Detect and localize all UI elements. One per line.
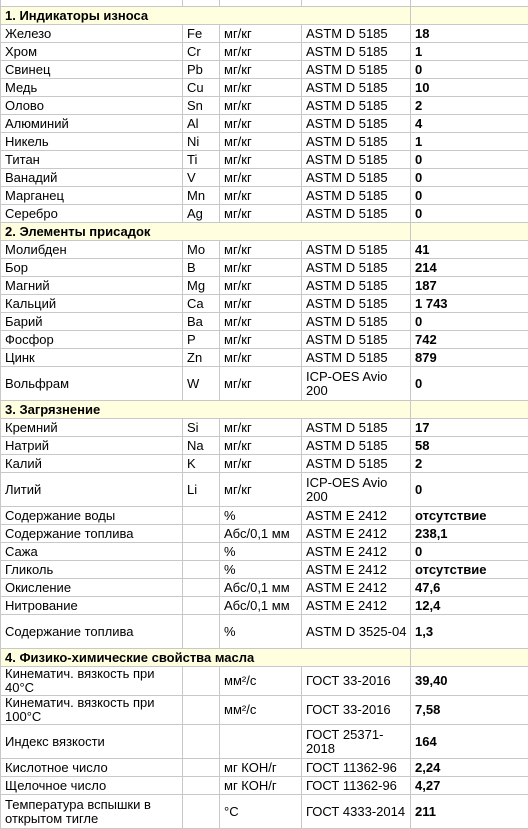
element-symbol-cell: Mg xyxy=(183,277,220,295)
result-value-cell: 1,3 xyxy=(411,615,528,649)
unit-cell: мг КОН/г xyxy=(220,777,302,795)
result-value-cell: 2 xyxy=(411,97,528,115)
element-symbol-cell: Zn xyxy=(183,349,220,367)
table-row xyxy=(1,579,528,597)
parameter-name-cell: Хром xyxy=(1,43,183,61)
element-symbol-cell: Ag xyxy=(183,205,220,223)
parameter-name-cell: Магний xyxy=(1,277,183,295)
element-symbol-cell: Mo xyxy=(183,241,220,259)
result-value-cell: 10 xyxy=(411,79,528,97)
unit-cell: °С xyxy=(220,795,302,829)
element-symbol-cell: Si xyxy=(183,419,220,437)
parameter-name-cell: Ванадий xyxy=(1,169,183,187)
table-row xyxy=(1,455,528,473)
result-value-cell: 0 xyxy=(411,61,528,79)
section-header-value-cell xyxy=(411,223,528,241)
parameter-name-cell: Содержание топлива xyxy=(1,615,183,649)
unit-cell: мг/кг xyxy=(220,473,302,507)
unit-cell: мг/кг xyxy=(220,151,302,169)
method-cell: ГОСТ 4333-2014 xyxy=(302,795,411,829)
parameter-name-cell: Медь xyxy=(1,79,183,97)
parameter-name-cell: Сажа xyxy=(1,543,183,561)
method-cell: ASTM D 5185 xyxy=(302,205,411,223)
unit-cell: мг/кг xyxy=(220,169,302,187)
table-row xyxy=(1,331,528,349)
method-cell: ASTM D 5185 xyxy=(302,79,411,97)
result-value-cell: 214 xyxy=(411,259,528,277)
result-value-cell: 0 xyxy=(411,205,528,223)
method-cell: ASTM D 5185 xyxy=(302,259,411,277)
parameter-name-cell: Гликоль xyxy=(1,561,183,579)
unit-cell: Абс/0,1 мм xyxy=(220,525,302,543)
table-row xyxy=(1,696,528,725)
method-cell: ASTM D 5185 xyxy=(302,151,411,169)
result-value-cell: 187 xyxy=(411,277,528,295)
element-symbol-cell: Ni xyxy=(183,133,220,151)
table-row xyxy=(1,259,528,277)
table-row xyxy=(1,241,528,259)
parameter-name-cell: Вольфрам xyxy=(1,367,183,401)
unit-cell xyxy=(220,725,302,759)
method-cell: ASTM D 5185 xyxy=(302,277,411,295)
result-value-cell: 7,58 xyxy=(411,696,528,725)
element-symbol-cell xyxy=(183,696,220,725)
method-cell: ASTM D 5185 xyxy=(302,133,411,151)
table-row xyxy=(1,313,528,331)
unit-cell: мг/кг xyxy=(220,313,302,331)
parameter-name-cell: Содержание топлива xyxy=(1,525,183,543)
table-row xyxy=(1,725,528,759)
parameter-name-cell: Кинематич. вязкость при 100°С xyxy=(1,696,183,725)
method-cell: ASTM D 5185 xyxy=(302,331,411,349)
section-header xyxy=(1,223,528,241)
parameter-name-cell: Свинец xyxy=(1,61,183,79)
section-header xyxy=(1,7,528,25)
unit-cell: мг/кг xyxy=(220,43,302,61)
result-value-cell: 0 xyxy=(411,543,528,561)
section-title: 4. Физико-химические свойства масла xyxy=(1,649,411,667)
result-value-cell: 2,24 xyxy=(411,759,528,777)
method-cell: ASTM D 3525-04 xyxy=(302,615,411,649)
parameter-name-cell: Алюминий xyxy=(1,115,183,133)
unit-cell: мг/кг xyxy=(220,259,302,277)
element-symbol-cell xyxy=(183,795,220,829)
section-title: 1. Индикаторы износа xyxy=(1,7,411,25)
section-header-value-cell xyxy=(411,649,528,667)
section-header-value-cell xyxy=(411,7,528,25)
method-cell: ICP-OES Avio 200 xyxy=(302,473,411,507)
table-row xyxy=(1,295,528,313)
result-value-cell: отсутствие xyxy=(411,507,528,525)
method-cell: ASTM D 5185 xyxy=(302,437,411,455)
table-row xyxy=(1,349,528,367)
method-cell: ГОСТ 33-2016 xyxy=(302,667,411,696)
result-value-cell: 0 xyxy=(411,367,528,401)
method-cell: ICP-OES Avio 200 xyxy=(302,367,411,401)
result-value-cell: 39,40 xyxy=(411,667,528,696)
parameter-name-cell: Литий xyxy=(1,473,183,507)
result-value-cell: 211 xyxy=(411,795,528,829)
element-symbol-cell xyxy=(183,667,220,696)
element-symbol-cell xyxy=(183,777,220,795)
parameter-name-cell: Никель xyxy=(1,133,183,151)
element-symbol-cell: Fe xyxy=(183,25,220,43)
parameter-name-cell: Кинематич. вязкость при 40°С xyxy=(1,667,183,696)
parameter-name-cell: Окисление xyxy=(1,579,183,597)
unit-cell: мг/кг xyxy=(220,241,302,259)
parameter-name-cell: Олово xyxy=(1,97,183,115)
method-cell: ASTM D 5185 xyxy=(302,169,411,187)
element-symbol-cell: Mn xyxy=(183,187,220,205)
table-row xyxy=(1,795,528,829)
result-value-cell: 12,4 xyxy=(411,597,528,615)
result-value-cell: 238,1 xyxy=(411,525,528,543)
result-value-cell: 0 xyxy=(411,187,528,205)
section-header xyxy=(1,401,528,419)
unit-cell: мг/кг xyxy=(220,25,302,43)
result-value-cell: 4 xyxy=(411,115,528,133)
unit-cell: мг/кг xyxy=(220,61,302,79)
result-value-cell: 164 xyxy=(411,725,528,759)
result-value-cell: 0 xyxy=(411,473,528,507)
element-symbol-cell: Li xyxy=(183,473,220,507)
element-symbol-cell: Ca xyxy=(183,295,220,313)
element-symbol-cell xyxy=(183,579,220,597)
table-row xyxy=(1,367,528,401)
element-symbol-cell: Cu xyxy=(183,79,220,97)
table-row xyxy=(1,169,528,187)
table-row xyxy=(1,43,528,61)
table-row xyxy=(1,25,528,43)
result-value-cell: 0 xyxy=(411,313,528,331)
table-row xyxy=(1,561,528,579)
unit-cell: мг/кг xyxy=(220,367,302,401)
method-cell: ASTM D 5185 xyxy=(302,115,411,133)
table-row xyxy=(1,437,528,455)
table-row xyxy=(1,151,528,169)
unit-cell: мг/кг xyxy=(220,277,302,295)
unit-cell: мг/кг xyxy=(220,205,302,223)
table-row xyxy=(1,133,528,151)
table-row xyxy=(1,79,528,97)
result-value-cell: 41 xyxy=(411,241,528,259)
method-cell: ASTM D 5185 xyxy=(302,61,411,79)
unit-cell: мг/кг xyxy=(220,455,302,473)
table-row xyxy=(1,543,528,561)
method-cell: ASTM E 2412 xyxy=(302,543,411,561)
method-cell: ASTM E 2412 xyxy=(302,507,411,525)
method-cell: ASTM D 5185 xyxy=(302,25,411,43)
table-row xyxy=(1,97,528,115)
element-symbol-cell: Cr xyxy=(183,43,220,61)
parameter-name-cell: Марганец xyxy=(1,187,183,205)
method-cell: ГОСТ 25371-2018 xyxy=(302,725,411,759)
parameter-name-cell: Серебро xyxy=(1,205,183,223)
method-cell: ASTM E 2412 xyxy=(302,561,411,579)
result-value-cell: 18 xyxy=(411,25,528,43)
unit-cell: мг/кг xyxy=(220,115,302,133)
unit-cell: Абс/0,1 мм xyxy=(220,597,302,615)
unit-cell: % xyxy=(220,543,302,561)
element-symbol-cell xyxy=(183,615,220,649)
parameter-name-cell: Бор xyxy=(1,259,183,277)
result-value-cell: 17 xyxy=(411,419,528,437)
element-symbol-cell: Pb xyxy=(183,61,220,79)
unit-cell: мг КОН/г xyxy=(220,759,302,777)
result-value-cell: 1 xyxy=(411,133,528,151)
unit-cell: % xyxy=(220,615,302,649)
result-value-cell: 47,6 xyxy=(411,579,528,597)
method-cell: ASTM D 5185 xyxy=(302,349,411,367)
table-row xyxy=(1,187,528,205)
table-row xyxy=(1,61,528,79)
element-symbol-cell xyxy=(183,759,220,777)
unit-cell: мг/кг xyxy=(220,331,302,349)
method-cell: ASTM E 2412 xyxy=(302,597,411,615)
element-symbol-cell: Na xyxy=(183,437,220,455)
parameter-name-cell: Щелочное число xyxy=(1,777,183,795)
unit-cell: мг/кг xyxy=(220,79,302,97)
table-row xyxy=(1,419,528,437)
table-row xyxy=(1,759,528,777)
method-cell: ASTM D 5185 xyxy=(302,43,411,61)
method-cell: ASTM E 2412 xyxy=(302,525,411,543)
table-row xyxy=(1,115,528,133)
method-cell: ГОСТ 33-2016 xyxy=(302,696,411,725)
result-value-cell: отсутствие xyxy=(411,561,528,579)
table-body xyxy=(1,0,528,829)
element-symbol-cell xyxy=(183,597,220,615)
result-value-cell: 1 xyxy=(411,43,528,61)
unit-cell: мг/кг xyxy=(220,349,302,367)
method-cell: ГОСТ 11362-96 xyxy=(302,777,411,795)
element-symbol-cell: Sn xyxy=(183,97,220,115)
parameter-name-cell: Кремний xyxy=(1,419,183,437)
parameter-name-cell: Нитрование xyxy=(1,597,183,615)
parameter-name-cell: Кальций xyxy=(1,295,183,313)
unit-cell: мг/кг xyxy=(220,187,302,205)
unit-cell: мг/кг xyxy=(220,419,302,437)
result-value-cell: 58 xyxy=(411,437,528,455)
table-row xyxy=(1,525,528,543)
method-cell: ASTM D 5185 xyxy=(302,97,411,115)
parameter-name-cell: Калий xyxy=(1,455,183,473)
method-cell: ASTM D 5185 xyxy=(302,313,411,331)
unit-cell: мг/кг xyxy=(220,133,302,151)
table-row xyxy=(1,277,528,295)
element-symbol-cell xyxy=(183,561,220,579)
result-value-cell: 2 xyxy=(411,455,528,473)
result-value-cell: 0 xyxy=(411,169,528,187)
section-title: 2. Элементы присадок xyxy=(1,223,411,241)
table-row xyxy=(1,777,528,795)
element-symbol-cell: W xyxy=(183,367,220,401)
unit-cell: % xyxy=(220,561,302,579)
element-symbol-cell: Ti xyxy=(183,151,220,169)
element-symbol-cell: V xyxy=(183,169,220,187)
parameter-name-cell: Титан xyxy=(1,151,183,169)
element-symbol-cell: K xyxy=(183,455,220,473)
element-symbol-cell xyxy=(183,725,220,759)
method-cell: ASTM E 2412 xyxy=(302,579,411,597)
method-cell: ASTM D 5185 xyxy=(302,455,411,473)
element-symbol-cell xyxy=(183,525,220,543)
parameter-name-cell: Натрий xyxy=(1,437,183,455)
table-row xyxy=(1,597,528,615)
parameter-name-cell: Кислотное число xyxy=(1,759,183,777)
parameter-name-cell: Фосфор xyxy=(1,331,183,349)
section-title: 3. Загрязнение xyxy=(1,401,411,419)
table-row xyxy=(1,473,528,507)
parameter-name-cell: Индекс вязкости xyxy=(1,725,183,759)
element-symbol-cell: B xyxy=(183,259,220,277)
parameter-name-cell: Содержание воды xyxy=(1,507,183,525)
parameter-name-cell: Железо xyxy=(1,25,183,43)
element-symbol-cell xyxy=(183,543,220,561)
method-cell: ГОСТ 11362-96 xyxy=(302,759,411,777)
unit-cell: Абс/0,1 мм xyxy=(220,579,302,597)
table-row xyxy=(1,615,528,649)
parameter-name-cell: Температура вспышки в открытом тигле xyxy=(1,795,183,829)
result-value-cell: 879 xyxy=(411,349,528,367)
method-cell: ASTM D 5185 xyxy=(302,295,411,313)
method-cell: ASTM D 5185 xyxy=(302,187,411,205)
table-row xyxy=(1,667,528,696)
element-symbol-cell: P xyxy=(183,331,220,349)
table-row xyxy=(1,205,528,223)
table-row xyxy=(1,507,528,525)
element-symbol-cell: Ba xyxy=(183,313,220,331)
parameter-name-cell: Барий xyxy=(1,313,183,331)
parameter-name-cell: Молибден xyxy=(1,241,183,259)
result-value-cell: 1 743 xyxy=(411,295,528,313)
unit-cell: мм²/с xyxy=(220,667,302,696)
element-symbol-cell: Al xyxy=(183,115,220,133)
unit-cell: % xyxy=(220,507,302,525)
unit-cell: мм²/с xyxy=(220,696,302,725)
unit-cell: мг/кг xyxy=(220,295,302,313)
unit-cell: мг/кг xyxy=(220,97,302,115)
result-value-cell: 0 xyxy=(411,151,528,169)
method-cell: ASTM D 5185 xyxy=(302,241,411,259)
unit-cell: мг/кг xyxy=(220,437,302,455)
result-value-cell: 4,27 xyxy=(411,777,528,795)
section-header xyxy=(1,649,528,667)
result-value-cell: 742 xyxy=(411,331,528,349)
section-header-value-cell xyxy=(411,401,528,419)
element-symbol-cell xyxy=(183,507,220,525)
method-cell: ASTM D 5185 xyxy=(302,419,411,437)
parameter-name-cell: Цинк xyxy=(1,349,183,367)
